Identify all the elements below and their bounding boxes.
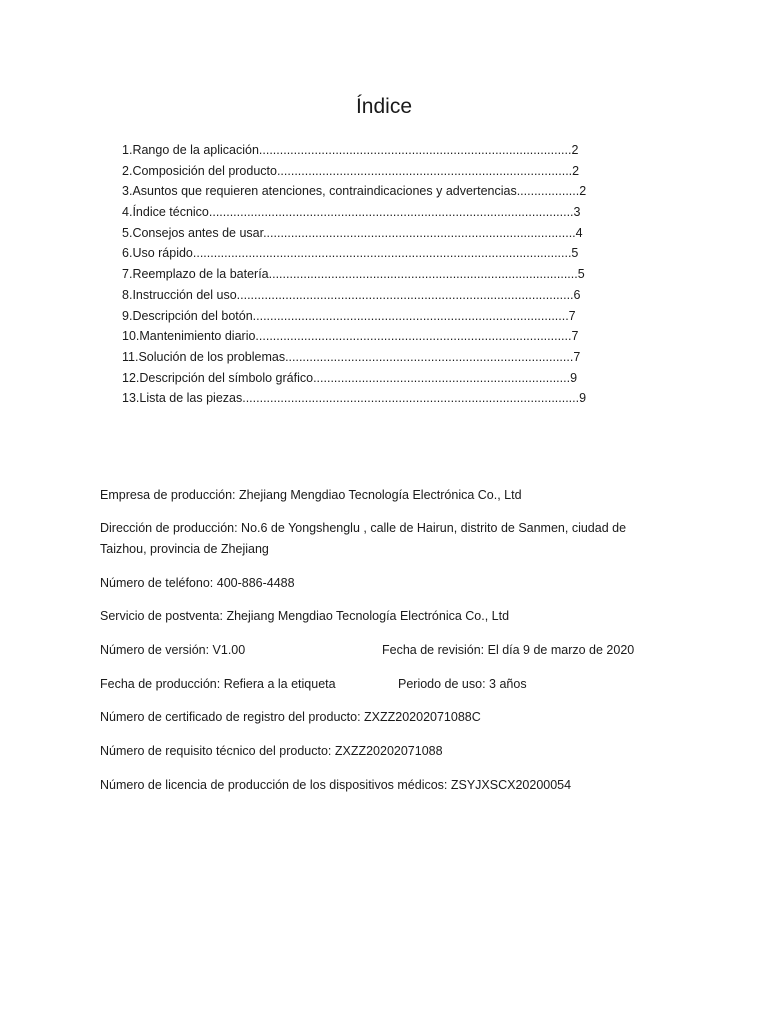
toc-item-number: 1. <box>122 143 133 157</box>
toc-item-number: 7. <box>122 267 133 282</box>
toc-item <box>122 140 652 161</box>
toc-item-text: Descripción del símbolo gráfico..........................................................................9 <box>139 370 578 385</box>
toc-item-text: Rango de la aplicación..........................................................................................2 <box>132 143 579 157</box>
toc-item-text: Consejos antes de usar..........................................................................................4 <box>132 225 583 240</box>
toc-item <box>122 161 652 182</box>
version-number: Número de versión: V1.00 <box>100 643 246 657</box>
toc-item-number: 2. <box>122 163 133 178</box>
toc-item <box>122 347 652 368</box>
toc-item-number: 12. <box>122 370 140 385</box>
toc-item <box>122 264 652 285</box>
toc-item-number: 4. <box>122 205 133 220</box>
production-license: Número de licencia de producción de los dispositivos médicos: ZSYJXSCX20200054 <box>100 778 572 792</box>
toc-item <box>122 181 652 202</box>
toc-item-text: Composición del producto.....................................................................................2 <box>132 163 580 178</box>
toc-item-number: 10. <box>122 329 140 344</box>
toc-item <box>122 202 652 223</box>
toc-item <box>122 285 652 306</box>
toc-item <box>122 388 652 409</box>
toc-item-text: Instrucción del uso.................................................................................................6 <box>132 287 581 302</box>
toc-item-number: 5. <box>122 225 133 240</box>
technical-requirement: Número de requisito técnico del producto: ZXZZ20202071088 <box>100 744 443 758</box>
toc-item-number: 9. <box>122 308 133 323</box>
toc-item-text: Índice técnico.........................................................................................................3 <box>132 205 581 220</box>
toc-item-text: Asuntos que requieren atenciones, contraindicaciones y advertencias..................2 <box>132 184 587 199</box>
after-sales-service: Servicio de postventa: Zhejiang Mengdiao Tecnología Electrónica Co., Ltd <box>100 609 510 623</box>
registration-certificate: Número de certificado de registro del producto: ZXZZ20202071088C <box>100 710 481 724</box>
toc-item-text: Lista de las piezas.................................................................................................9 <box>139 391 587 406</box>
production-date-row <box>100 674 527 695</box>
production-date: Fecha de producción: Refiera a la etiqueta <box>100 677 336 691</box>
page-title: Índice <box>355 95 413 118</box>
toc-item-text: Mantenimiento diario...........................................................................................7 <box>139 329 579 344</box>
version-row <box>100 640 635 661</box>
toc-item-number: 8. <box>122 287 133 302</box>
table-of-contents <box>122 140 652 409</box>
toc-item <box>122 368 652 389</box>
toc-item-text: Uso rápido.............................................................................................................5 <box>132 246 579 261</box>
revision-date: Fecha de revisión: El día 9 de marzo de 2020 <box>382 643 635 657</box>
toc-item <box>122 306 652 327</box>
toc-item-number: 6. <box>122 246 133 261</box>
phone-number: Número de teléfono: 400-886-4488 <box>100 576 295 590</box>
company-info: Empresa de producción: Zhejiang Mengdiao Tecnología Electrónica Co., Ltd <box>100 488 522 502</box>
toc-item-text: Solución de los problemas...................................................................................7 <box>138 349 581 364</box>
toc-item <box>122 243 652 264</box>
toc-item-number: 3. <box>122 184 133 199</box>
toc-item-number: 11. <box>122 349 139 364</box>
toc-item <box>122 326 652 347</box>
production-address: Dirección de producción: No.6 de Yongshenglu , calle de Hairun, distrito de Sanmen, ciudad de Taizhou, provincia de Zhejiang <box>100 521 627 556</box>
toc-item <box>122 223 652 244</box>
toc-item-text: Descripción del botón...........................................................................................7 <box>132 308 576 323</box>
usage-period: Periodo de uso: 3 años <box>398 677 527 691</box>
toc-item-number: 13. <box>122 391 140 406</box>
toc-item-text: Reemplazo de la batería.........................................................................................5 <box>132 267 585 282</box>
